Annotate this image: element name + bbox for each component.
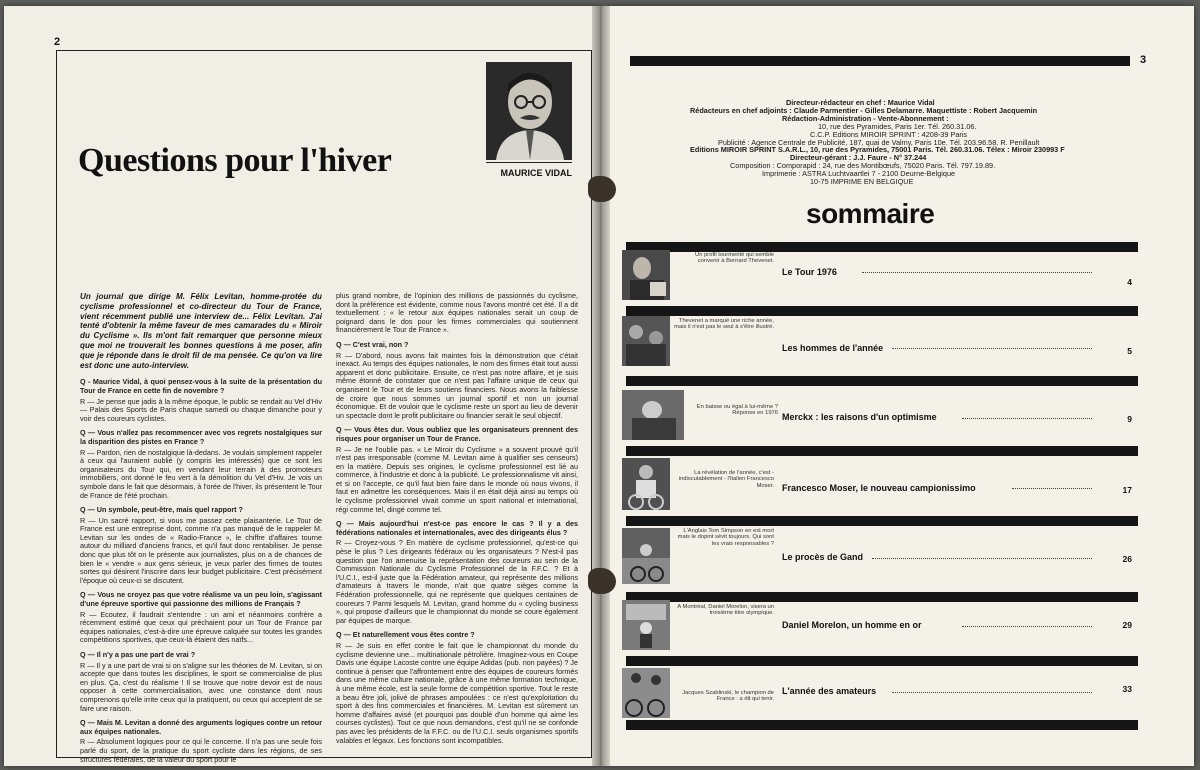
masthead-line: Rédacteurs en chef adjoints : Claude Parmentier - Gilles Delamarre. Maquettiste : Robert Jacquemin <box>690 105 1038 115</box>
toc-title: Francesco Moser, le nouveau campionissimo <box>782 483 976 493</box>
page-gutter <box>592 6 610 766</box>
toc-caption: Thevenet a marqué une riche année, mais il n'est pas le seul à s'être illustré. <box>674 318 774 331</box>
article-column-2 <box>336 292 578 766</box>
masthead-line: Editions MIROIR SPRINT S.A.R.L., 10, rue des Pyramides, 75001 Paris. Tél. 260.31.06. Télex : Miroir 230993 F <box>690 145 1065 155</box>
toc-page-number: 17 <box>1122 485 1132 495</box>
masthead-line: 10, rue des Pyramides, Paris 1er. Tél. 260.31.06. <box>818 121 977 131</box>
toc-title: L'année des amateurs <box>782 686 877 696</box>
toc-caption: L'Anglais Tom Simpson en est mort mais le dopint sévit toujours. Qui sont les vrais responsables ? <box>677 528 774 547</box>
toc-leader <box>1012 488 1092 489</box>
toc-entry[interactable] <box>622 390 1132 450</box>
toc-thumbnail <box>622 600 670 650</box>
toc-divider <box>626 306 1138 316</box>
answer: R — Un sacré rapport, si vous me passez cette plaisanterie. Le Tour de France est une entreprise dont, comme n'a pas manqué de le rappeler M. Levitan sur les ondes de « Radio-France », le chiffre d'affaires tourne autour du milliard d'anciens francs, et qu'il faut donc rentabiliser. Je pense donc que plus tôt on le présente aux journalistes, plus on a de chances de bien le « vendre » aux gens sérieux, je veux parler des firmes de toutes sortes qui désirent l'inscrire dans leur budget publicitaire. C'est précisément l'époque où ceux-ci se discutent. <box>80 515 322 585</box>
qa-item <box>336 426 578 514</box>
qa-item <box>80 429 322 500</box>
qa-item <box>80 506 322 585</box>
toc-title: Merckx : les raisons d'un optimisme <box>782 412 937 422</box>
masthead-line: Publicité : Agence Centrale de Publicité, 187, quai de Valmy, Paris 10e. Tél. 203.96.58. R. Penillault <box>718 137 1040 147</box>
qa-item <box>80 591 322 645</box>
toc-caption: A Montréal, Daniel Morelon, visera un troisième titre olympique. <box>677 604 774 617</box>
masthead-line: Rédaction-Administration - Vente-Abonnement : <box>782 113 949 123</box>
question: Q — Il n'y a pas une part de vrai ? <box>80 650 196 659</box>
answer: R — Il y a une part de vrai si on s'aligne sur les théories de M. Levitan, si on accepte que dans toutes les disciplines, le sport se commercialise de plus en plus. Ça, c'est du réalisme ! Il se trouve que notre devoir est de nous opposer à cette commercialisation, avec une constance dont nous comprenons qu'elle irrite ceux qui la pratiquent, ou ceux qui acceptent de se faire une raison. <box>80 660 322 713</box>
toc-leader <box>872 558 1092 559</box>
author-portrait <box>486 62 572 160</box>
toc-title: Le procès de Gand <box>782 552 864 562</box>
toc-page-number: 4 <box>1127 277 1132 287</box>
question: Q — Vous êtes dur. Vous oubliez que les organisateurs prennent des risques pour organiser un Tour de France. <box>336 425 578 443</box>
toc-page-number: 5 <box>1127 346 1132 356</box>
toc-entry[interactable] <box>622 528 1132 588</box>
qa-item <box>336 520 578 625</box>
qa-item <box>336 341 578 420</box>
author-byline: MAURICE VIDAL <box>486 162 572 183</box>
article-headline: Questions pour l'hiver <box>78 142 392 179</box>
toc-thumbnail <box>622 528 670 584</box>
toc-entry[interactable] <box>622 458 1132 518</box>
sommaire-title: sommaire <box>806 198 935 229</box>
toc-entry[interactable] <box>622 600 1132 660</box>
toc-caption: En baisse ou égal à lui-même ? Réponse en 1976 <box>696 404 778 417</box>
toc-leader <box>962 626 1092 627</box>
toc-thumbnail <box>622 316 670 366</box>
masthead-line: Imprimerie : ASTRA Luchtvaartlei 7 - 2100 Deurne-Belgique <box>762 169 956 179</box>
toc-divider <box>626 720 1138 730</box>
question: Q — C'est vrai, non ? <box>336 339 409 349</box>
answer: R — Absolument logiques pour ce qui le concerne. Il n'a pas une seule fois parlé du sport, de la pratique du sport cycliste dans les régions, de ses structures fédérales, de la valeur du sport pour le <box>80 737 322 764</box>
binding-tear <box>588 568 616 594</box>
question: Q — Un symbole, peut-être, mais quel rapport ? <box>80 505 243 515</box>
answer: R — D'abord, nous avons fait maintes fois la démonstration que c'était inexact. Au temps des équipes nationales, le nom des firmes était tout aussi apparent et donc publicitaire. Ensuite, ce n'est pas notre affaire, et je suis même étonné de constater que ce n'est pas l'affaire unique de ceux qui organisent le Tour et de leurs soutiens financiers. Nous avons la faiblesse de croire que nous sommes un journal sportif et non un journal économique. Et de vouloir que le cyclisme reste un sport au lieu de devenir un spectacle dont le profit publicitaire ou financier serait le seul objectif. <box>336 350 578 420</box>
answer: R — Ecoutez, il faudrait s'entendre : un ami et néanmoins confrère a récemment estimé que ceux qui préchaient pour un Tour de France par équipes nationales, c'est-à-dire une épreuve calquée sur toutes les grandes compétitions sportives, que ceux-là étaient des naïfs... <box>80 609 322 645</box>
qa-item <box>336 292 578 335</box>
toc-divider <box>626 516 1138 526</box>
toc-entry[interactable] <box>622 250 1132 310</box>
qa-item <box>80 378 322 423</box>
toc-page-number: 26 <box>1122 554 1132 564</box>
toc-page-number: 33 <box>1122 684 1132 694</box>
toc-leader <box>862 272 1092 273</box>
toc-leader <box>962 418 1092 419</box>
toc-title: Daniel Morelon, un homme en or <box>782 620 922 630</box>
toc-entry[interactable] <box>622 316 1132 376</box>
toc-page-number: 29 <box>1122 620 1132 630</box>
question: Q — Vous n'allez pas recommencer avec vos regrets nostalgiques sur la disparition des pistes en France ? <box>80 428 322 446</box>
answer: R — Croyez-vous ? En matière de cyclisme professionnel, qu'est-ce qui pèse le plus ? Les dirigeants fédéraux ou les organisateurs ? N'est-il pas question que l'on amenuise la représentation des coureurs au sein de la Commission Nationale du Cyclisme Professionnel de la F.F.C. ? Et à l'U.C.I., est-il juste que la Fédération amateur, qui représente des millions d'amateurs à travers le monde, n'ait que quatre sièges comme la Fédération professionnelle, qui ne représente que quelques centaines de coureurs ? Parmi lesquels M. Levitan, grand homme du « cycling business », qui propose d'ailleurs que le championnat du monde se coure également par équipes de marque. <box>336 538 578 625</box>
toc-page-number: 9 <box>1127 414 1132 424</box>
toc-title: Le Tour 1976 <box>782 267 837 277</box>
toc-title: Les hommes de l'année <box>782 343 884 353</box>
toc-thumbnail <box>622 458 670 510</box>
toc-divider <box>626 656 1138 666</box>
question: Q — Vous ne croyez pas que votre réalisme va un peu loin, s'agissant d'une épreuve sportive qui passionne des millions de Français ? <box>80 590 322 609</box>
article-column-1 <box>80 292 322 766</box>
article-body <box>80 292 578 766</box>
toc-leader <box>892 348 1092 349</box>
masthead-line: 10-75 IMPRIME EN BELGIQUE <box>810 177 914 187</box>
answer: R — Je ne l'oublie pas. « Le Miroir du Cyclisme » a souvent prouvé qu'il n'est pas irresponsable (comme M. Levitan aime à qualifier ses censeurs) en la matière. Depuis ses origines, le cyclisme professionnel est lié au commerce, à l'industrie et donc à la publicité. Le professionnalisme vit ainsi, et si on l'accepte, ce qu'il faut bien faire dans le monde où nous vivons, il faut en admettre les conséquences. Mais il en était déjà ainsi au temps où le cyclisme professionnel vivait comme un sport national et international, régi comme tel, dingé comme tel. <box>336 444 578 514</box>
masthead-line: Directeur-rédacteur en chef : Maurice Vidal <box>786 98 935 107</box>
qa-item <box>80 719 322 764</box>
toc-thumbnail <box>622 668 670 718</box>
answer: R — Pardon, rien de nostalgique là-dedans. Je voulais simplement rappeler à ceux qui l'auraient oublié (y compris les intéressés) que ce sont les organisateurs du Tour qui, en vendant leur terrain à des promoteurs immobiliers, ont donné le feu vert à la démolition du Vel d'Hiv. Je vois un symbole dans le fait que désormais, à l'orée de l'hiver, ils présentent le Tour de France de l'été prochain. <box>80 447 322 500</box>
masthead-line: Directeur-gérant : J.J. Faure - N° 37.244 <box>790 153 927 163</box>
top-rule <box>630 56 1130 66</box>
answer: R — Je suis en effet contre le fait que le championnat du monde du cyclisme devienne une... multinationale pétrolière. Imaginez-vous en Coupe Davis une équipe Lacoste contre une équipe Adidas (pub. non payées) ? Je continue à penser que l'affrontement entre des équipes de coureurs formés dans une même culture nationale, grâce à une même formation technique, à une même école, est la seule forme de compétition sportive. Tout le reste a beau être joli, jolivé de phrases ampoulées : ce n'est qu'exploitation du sport à des fins commerciales et financières. M. Levitan est sûrement un homme d'affaires avisé (et pourquoi pas doublé d'un homme qui aime les courses cyclistes). Tout ce que nous demandons, c'est qu'il ne se confonde pas avec les présidents de la F.F.C. ou de l'U.C.I. seuls organismes sportifs valables et légaux. Les fonctions sont incompatibles. <box>336 640 578 745</box>
article-intro: Un journal que dirige M. Félix Levitan, homme-protée du cyclisme professionnel et co-directeur du Tour de France, vient récemment publié une interview de... Félix Levitan. J'ai tenté d'obtenir la même faveur de mes camarades du « Miroir du Cyclisme ». Ils m'ont fait remarquer que personne mieux que moi ne trouverait les bonnes questions à me poser, afin que je réponde dans le droit fil de ma pensée. Ce qu'on va lire est donc une auto-interview. <box>80 292 322 370</box>
qa-item <box>336 631 578 745</box>
toc-divider <box>626 376 1138 386</box>
answer: plus grand nombre, de l'opinion des millions de passionnés du cyclisme, dont la préférence est évidente, comme nous l'avons montré cet été. Il a dit textuellement : « le retour aux équipes nationales serait un coup de poignard dans le dos pour les firmes commerciales qui soutiennent financièrement le Tour de France ». <box>336 291 578 335</box>
masthead <box>690 99 1070 186</box>
page-number-right: 3 <box>1140 54 1147 66</box>
masthead-line: C.C.P. Editions MIROIR SPRINT : 4208-39 Paris <box>810 129 968 139</box>
toc-entry[interactable] <box>622 668 1132 728</box>
toc-thumbnail <box>622 250 670 300</box>
answer: R — Je pense que jadis à la même époque, le public se rendait au Vel d'Hiv — Palais des Sports de Paris chaque samedi ou chaque dimanche pour y voir des coureurs cyclistes. <box>80 396 322 423</box>
page-number-left: 2 <box>54 36 61 48</box>
masthead-line: Composition : Comporapid : 24, rue des Montibœufs, 75020 Paris. Tél. 797.19.89. <box>730 161 996 171</box>
toc-caption: Un profil tourmenté qui semble convenir à Bernard Thevenet. <box>695 252 774 265</box>
question: Q - Maurice Vidal, à quoi pensez-vous à la suite de la présentation du Tour de France en cette fin de novembre ? <box>80 377 322 395</box>
question: Q — Mais M. Levitan a donné des arguments logiques contre un retour aux équipes nationales. <box>80 718 322 736</box>
question: Q — Mais aujourd'hui n'est-ce pas encore le cas ? Il y a des fédérations nationales et internationales, avec des dirigeants élus ? <box>336 519 578 537</box>
question: Q — Et naturellement vous êtes contre ? <box>336 630 475 640</box>
toc-divider <box>626 446 1138 456</box>
binding-tear <box>588 176 616 202</box>
toc-caption: Jacques Szablinski, le champion de France : a dit qui tenir. <box>682 690 774 703</box>
qa-item <box>80 651 322 713</box>
toc-leader <box>892 692 1092 693</box>
left-page <box>4 6 602 766</box>
toc-caption: La révélation de l'année, c'est - indiscutablement - l'Italien Francesco Moser. <box>678 470 774 489</box>
toc-thumbnail <box>622 390 684 440</box>
